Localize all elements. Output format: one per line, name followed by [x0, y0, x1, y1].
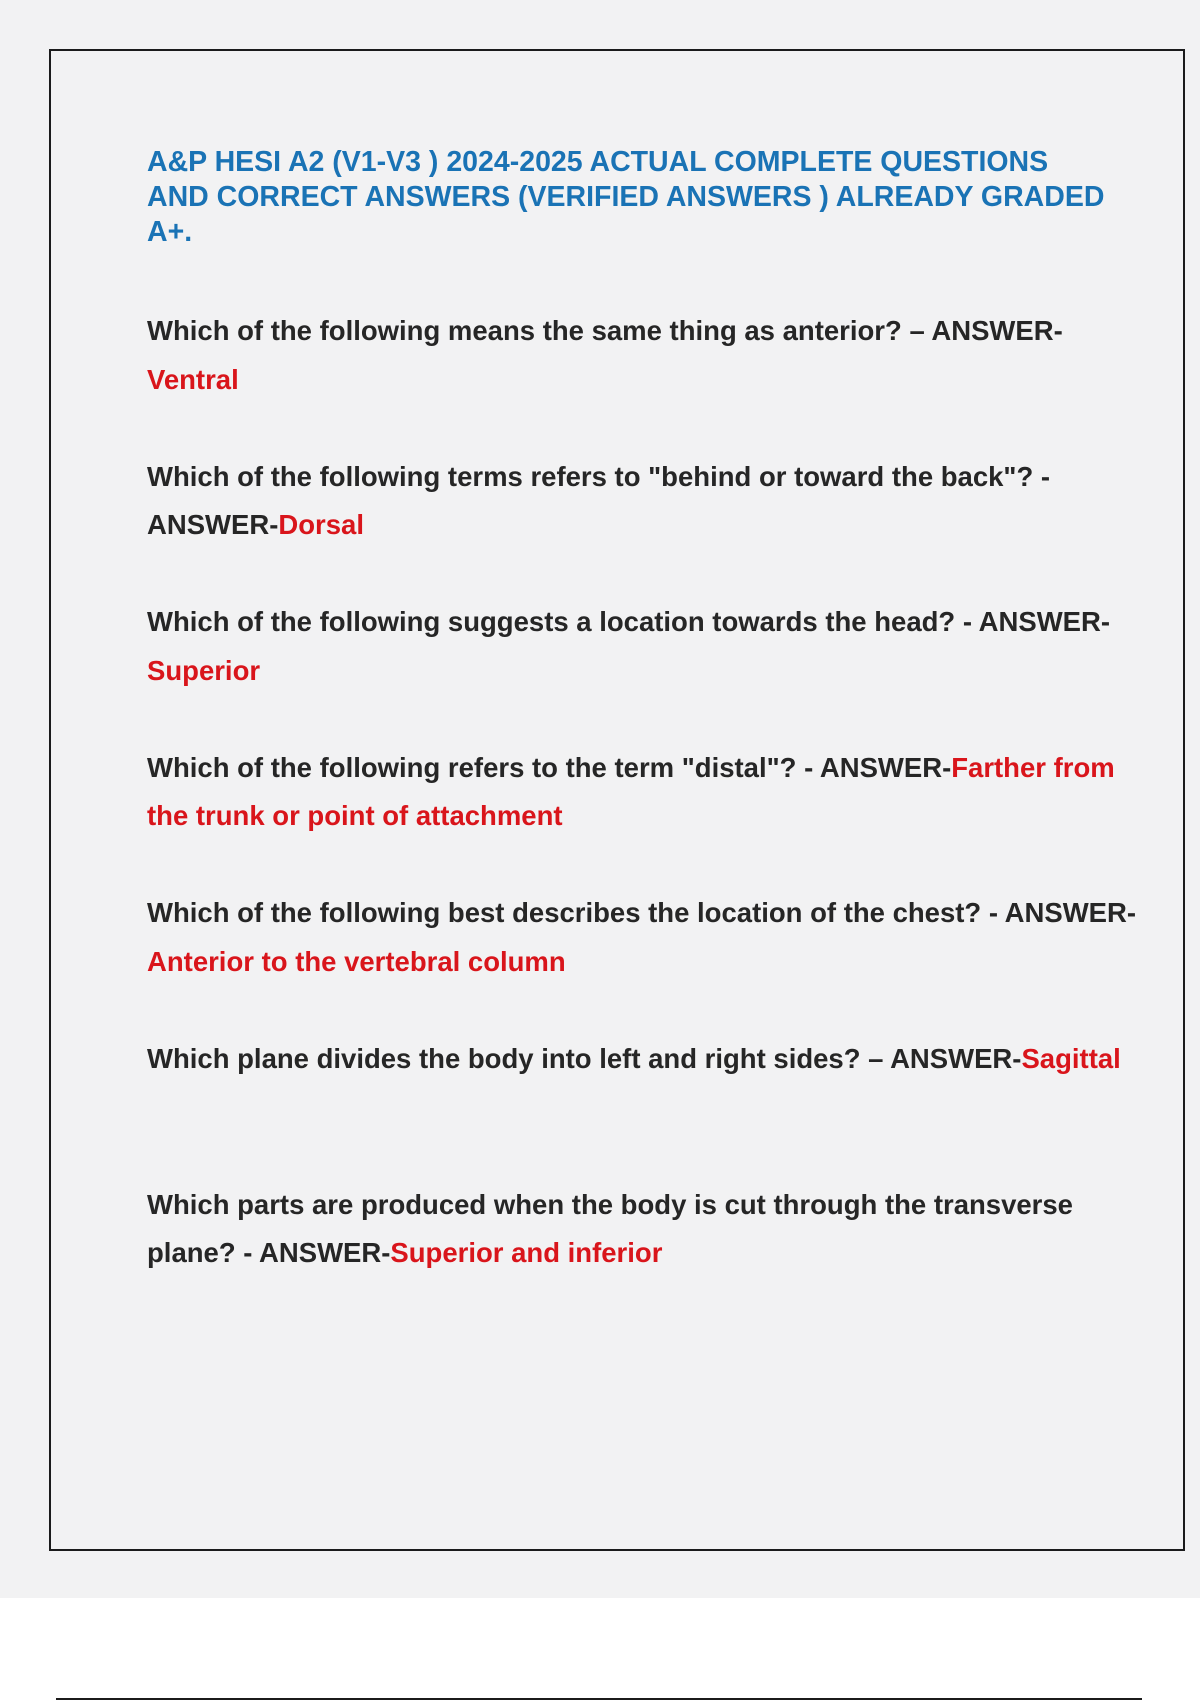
answer-text: Superior — [147, 654, 261, 686]
answer-text: Superior and inferior — [390, 1237, 663, 1269]
question-text: Which plane divides the body into left and right sides? – ANSWER- — [147, 1042, 1022, 1074]
qa-item — [147, 598, 1147, 695]
question-text: Which of the following refers to the term "distal"? - ANSWER- — [147, 751, 952, 783]
question-text: Which of the following means the same thing as anterior? – ANSWER- — [147, 315, 1063, 346]
qa-item — [147, 453, 1147, 550]
qa-item — [147, 307, 1147, 404]
answer-text: Anterior to the vertebral column — [147, 945, 566, 977]
question-text: Which parts are produced when the body is cut through the transverse plane? - ANSWER- — [147, 1188, 1073, 1269]
question-text: Which of the following suggests a location towards the head? - ANSWER- — [147, 606, 1111, 638]
qa-item — [147, 744, 1147, 841]
document-title: A&P HESI A2 (V1-V3 ) 2024-2025 ACTUAL COMPLETE QUESTIONS AND CORRECT ANSWERS (VERIFIED ANSWERS ) ALREADY GRADED A+. — [147, 146, 1105, 248]
question-answer-list — [147, 307, 1147, 1326]
qa-item — [147, 889, 1147, 986]
question-text: Which of the following best describes the location of the chest? - ANSWER- — [147, 897, 1137, 929]
answer-text: Dorsal — [278, 509, 364, 541]
document-page — [49, 49, 1185, 1551]
qa-item — [147, 1181, 1147, 1278]
question-text: Which of the following terms refers to "behind or toward the back"? - ANSWER- — [147, 460, 1051, 541]
answer-text: Sagittal — [1021, 1042, 1121, 1074]
answer-text: Farther from the trunk or point of attachment — [147, 751, 1115, 832]
qa-item — [147, 1035, 1147, 1132]
answer-text: Ventral — [147, 363, 239, 395]
